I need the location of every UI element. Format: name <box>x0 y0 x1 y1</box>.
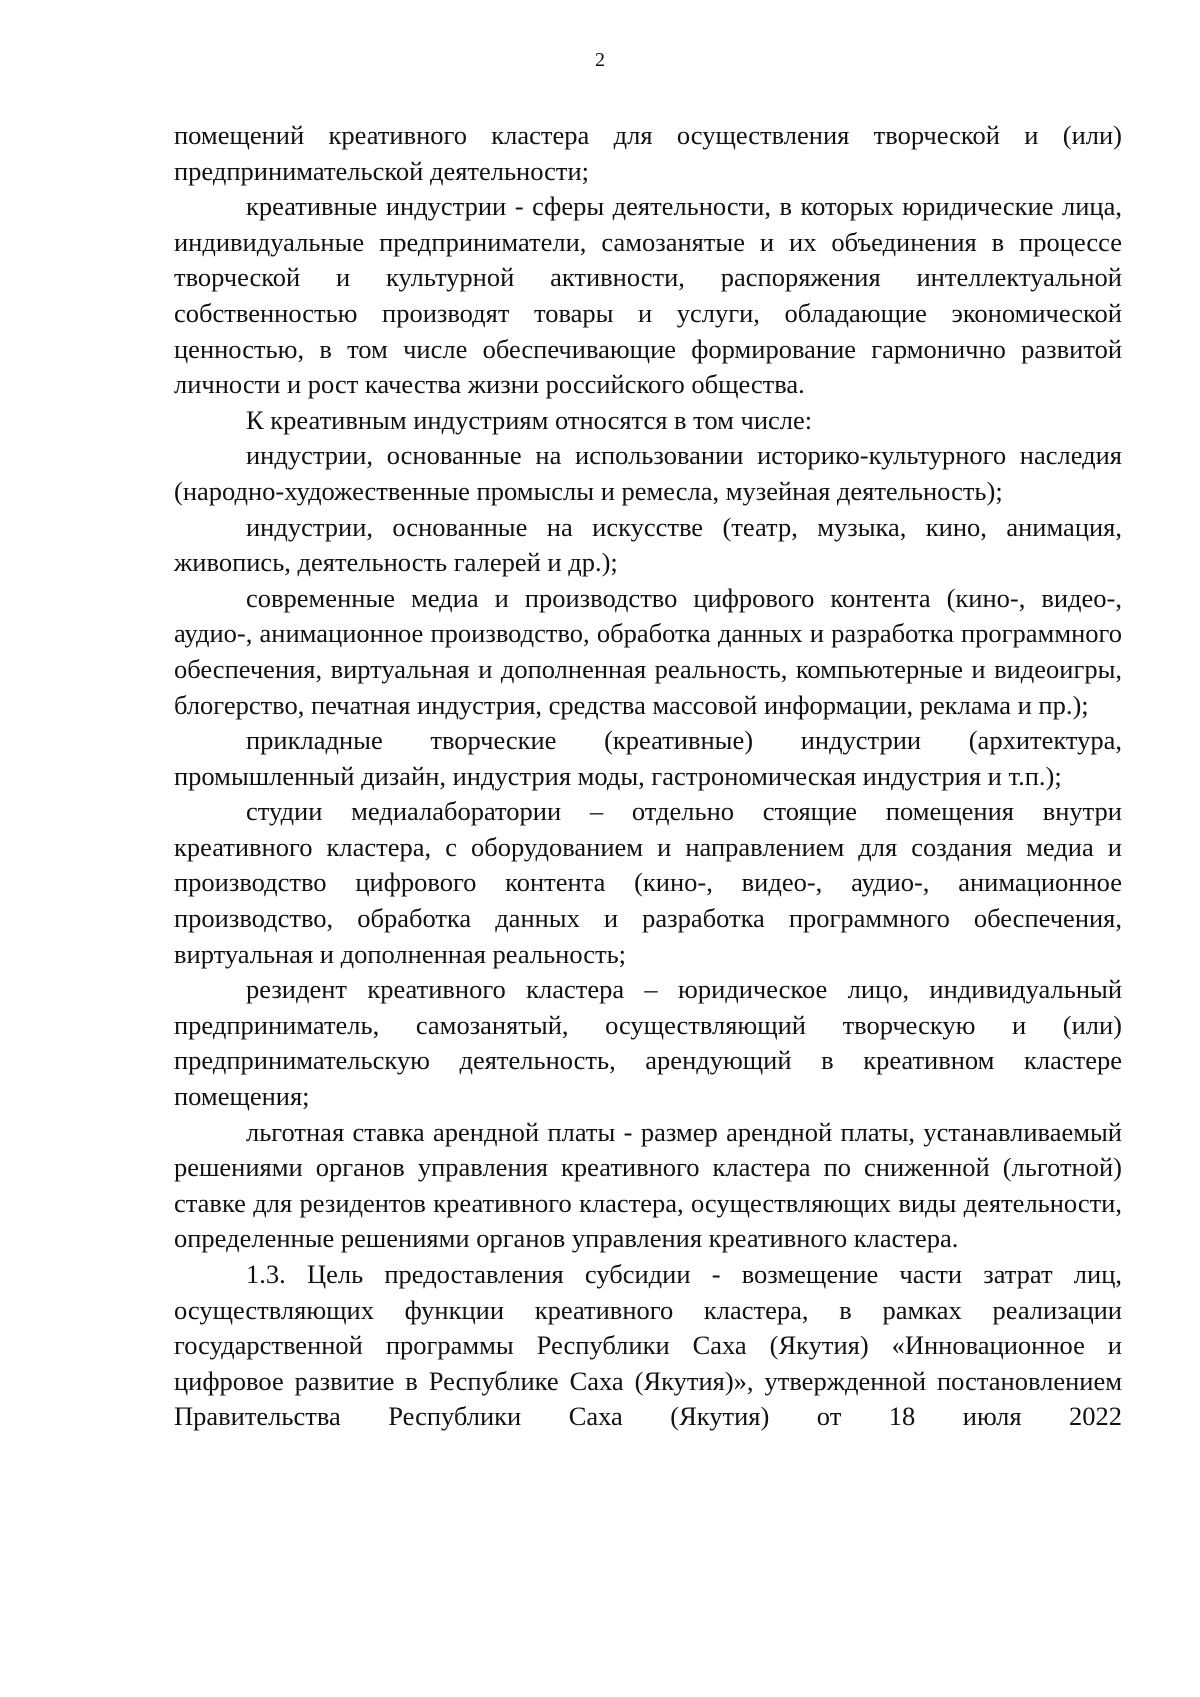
paragraph-digital-media: современные медиа и производство цифрового контента (кино-, видео-, аудио-, анимационное производство, обработка данных и разработка программного обеспечения, виртуальная и дополненная реальность, компьютерные и видеоигры, блогерство, печатная индустрия, средства массовой информации, реклама и пр.); <box>174 582 1122 720</box>
paragraph-subsidy-purpose: 1.3. Цель предоставления субсидии - возмещение части затрат лиц, осуществляющих функции креативного кластера, в рамках реализации государственной программы Республики Саха (Якутия) «Инновационное и цифровое развитие в Республике Саха (Якутия)», утвержденной постановлением Правительства Республики Саха (Якутия) от 18 июля 2022 <box>174 1259 1122 1432</box>
paragraph-continuation: помещений креативного кластера для осуществления творческой и (или) предпринимательской деятельности; <box>174 120 1122 186</box>
paragraph-art-industries: индустрии, основанные на искусстве (театр, музыка, кино, анимация, живопись, деятельность галерей и др.); <box>174 511 1122 578</box>
paragraph-applied-industries: прикладные творческие (креативные) индустрии (архитектура, промышленный дизайн, индустрия моды, гастрономическая индустрия и т.п.); <box>174 725 1122 791</box>
paragraph-creative-industries-list-intro: К креативным индустриям относятся в том числе: <box>246 404 813 435</box>
paragraph-creative-industries-definition: креативные индустрии - сферы деятельности, в которых юридические лица, индивидуальные предприниматели, самозанятые и их объединения в процессе творческой и культурной активности, распоряжения интеллектуальной собственностью производят товары и услуги, обладающие экономической ценностью, в том числе обеспечивающие формирование гармонично развитой личности и рост качества жизни российского общества. <box>174 191 1122 400</box>
paragraph-cluster-resident: резидент креативного кластера – юридическое лицо, индивидуальный предприниматель, самозанятый, осуществляющий творческую и (или) предпринимательскую деятельность, арендующий в креативном кластере помещения; <box>174 974 1122 1112</box>
paragraph-heritage-industries: индустрии, основанные на использовании историко-культурного наследия (народно-художественные промыслы и ремесла, музейная деятельность); <box>174 440 1122 506</box>
paragraph-media-lab-studios: студии медиалаборатории – отдельно стоящие помещения внутри креативного кластера, с оборудованием и направлением для создания медиа и производство цифрового контента (кино-, видео-, аудио-, анимационное производство, обработка данных и разработка программного обеспечения, виртуальная и дополненная реальность; <box>174 796 1122 969</box>
page-number: 2 <box>595 49 605 71</box>
paragraph-preferential-rent: льготная ставка арендной платы - размер арендной платы, устанавливаемый решениями органов управления креативного кластера по сниженной (льготной) ставке для резидентов креативного кластера, осуществляющих виды деятельности, определенные решениями органов управления креативного кластера. <box>174 1116 1122 1254</box>
document-body <box>174 118 1122 1435</box>
